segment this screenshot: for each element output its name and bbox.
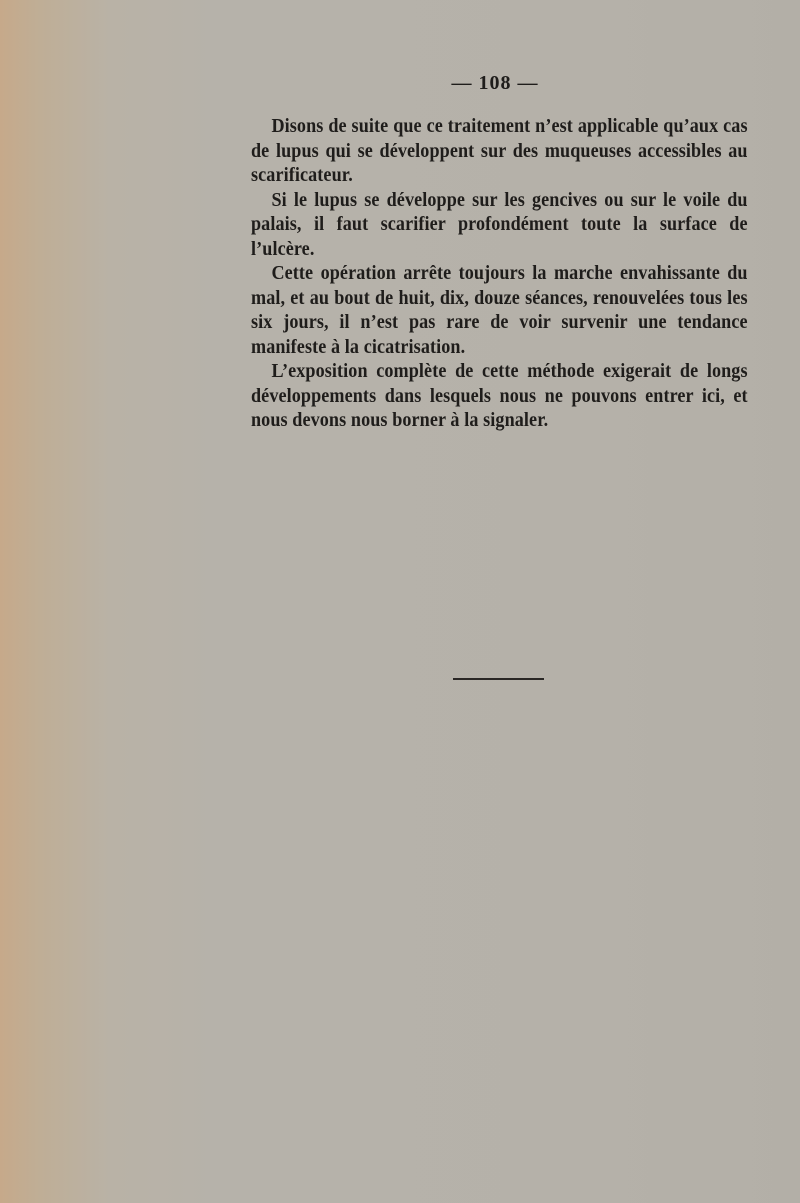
section-end-rule xyxy=(453,678,544,680)
paragraph-3: Cette opération arrête toujours la marche envahissante du mal, et au bout de huit, dix, douze séances, renouvelées tous les six jours, il n’est pas rare de voir survenir une tendance manifeste à la cicatrisation. xyxy=(251,263,748,358)
show-through-texture xyxy=(250,430,770,930)
body-text xyxy=(251,115,748,434)
page-number: — 108 — xyxy=(451,72,539,94)
paragraph-4: L’exposition complète de cette méthode exigerait de longs développements dans lesquels nous ne pouvons entrer ici, et nous devons nous borner à la signaler. xyxy=(251,361,748,431)
paragraph-2: Si le lupus se développe sur les gencives ou sur le voile du palais, il faut scarifier profondément toute la surface de l’ulcère. xyxy=(251,189,748,260)
paragraph-1: Disons de suite que ce traitement n’est applicable qu’aux cas de lupus qui se développent sur des muqueuses accessibles au scarificateur. xyxy=(251,116,748,186)
